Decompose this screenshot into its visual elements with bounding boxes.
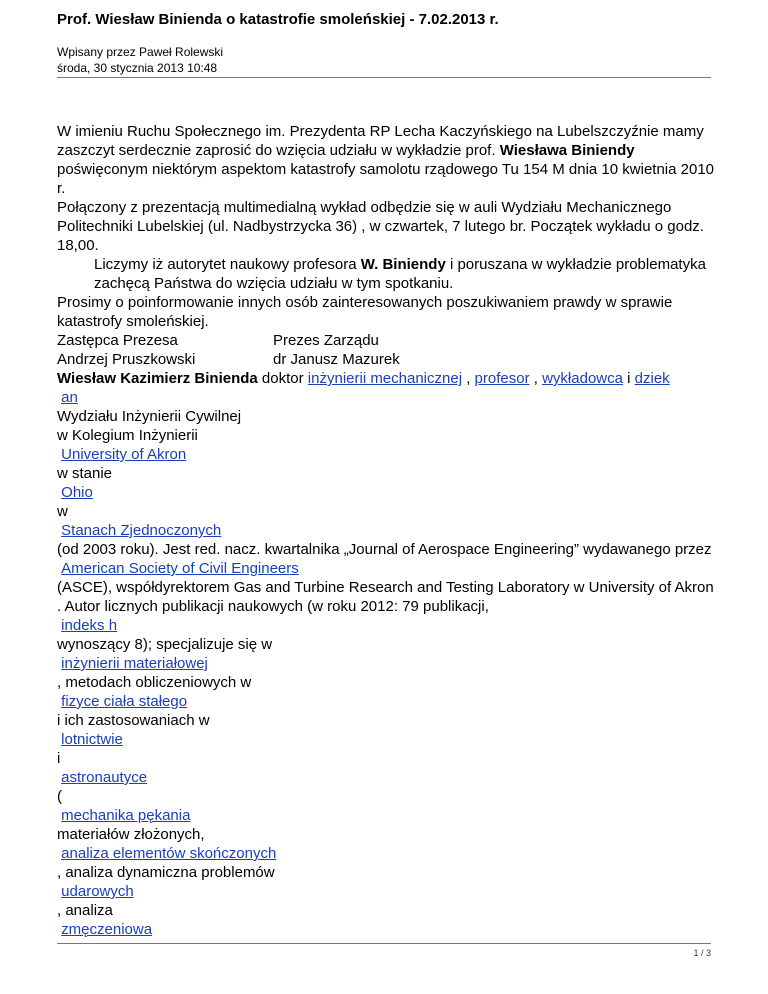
signature-left-name: Andrzej Pruszkowski: [57, 351, 196, 368]
bio-text: materiałów złożonych,: [57, 826, 205, 843]
header-divider: [57, 77, 711, 78]
bio-text: (od 2003 roku). Jest red. nacz. kwartalnika „Journal of Aerospace Engineering” wydawanego przez: [57, 541, 712, 558]
paragraph-invitation: W imieniu Ruchu Społecznego im. Prezydenta RP Lecha Kaczyńskiego na Lubelszczyźnie mamy zaszczyt serdecznie zaprosić do wzięcia udziału w wykładzie prof. Wiesława Biniendy poświęconym niektórym aspektom katastrofy samolotu rządowego Tu 154 M dnia 10 kwietnia 2010 r.: [57, 123, 715, 197]
bio-text: wynoszący 8); specjalizuje się w: [57, 636, 273, 653]
bio-text: w Kolegium Inżynierii: [57, 427, 198, 444]
bio-name: Wiesław Kazimierz Binienda: [57, 370, 258, 387]
article-meta: [57, 44, 223, 76]
footer-divider: [57, 943, 711, 944]
link-professor[interactable]: profesor: [474, 370, 530, 387]
link-ohio[interactable]: Ohio: [61, 484, 93, 501]
article-body: [57, 122, 717, 939]
link-materials-engineering[interactable]: inżynierii materiałowej: [61, 655, 208, 672]
paragraph-request: Prosimy o poinformowanie innych osób zainteresowanych poszukiwaniem prawdy w sprawie katastrofy smoleńskiej.: [57, 294, 673, 330]
link-impact[interactable]: udarowych: [61, 883, 134, 900]
signature-roles: [57, 331, 717, 350]
bio-text: , analiza: [57, 902, 113, 919]
link-asce[interactable]: American Society of Civil Engineers: [61, 560, 299, 577]
signature-right-role: Prezes Zarządu: [273, 332, 379, 349]
bio-text: i: [57, 750, 61, 767]
link-astronautics[interactable]: astronautyce: [61, 769, 148, 786]
bio-text: (: [57, 788, 62, 805]
paragraph-venue: Połączony z prezentacją multimedialną wykład odbędzie się w auli Wydziału Mechanicznego Politechniki Lubelskiej (ul. Nadbystrzycka 36) , w czwartek, 7 lutego br. Początek wykładu o godz. 18,00.: [57, 199, 704, 254]
page-number: 1 / 3: [693, 948, 711, 958]
date-line: środa, 30 stycznia 2013 10:48: [57, 61, 218, 75]
link-university-of-akron[interactable]: University of Akron: [61, 446, 187, 463]
bio-text: , metodach obliczeniowych w: [57, 674, 252, 691]
bio-text: w: [57, 503, 68, 520]
bio-text: (ASCE), współdyrektorem Gas and Turbine Research and Testing Laboratory w University of Akron . Autor licznych publikacji naukowych (w roku 2012: 79 publikacji,: [57, 579, 714, 615]
link-fatigue[interactable]: zmęczeniowa: [61, 921, 153, 938]
link-dean[interactable]: dziek: [634, 370, 670, 387]
bio-text: Wydziału Inżynierii Cywilnej: [57, 408, 242, 425]
bio-text: w stanie: [57, 465, 113, 482]
signature-names: [57, 350, 717, 369]
link-solid-state-physics[interactable]: fizyce ciała stałego: [61, 693, 188, 710]
bio-text: i ich zastosowaniach w: [57, 712, 210, 729]
link-h-index[interactable]: indeks h: [61, 617, 118, 634]
link-fracture-mechanics[interactable]: mechanika pękania: [61, 807, 191, 824]
signature-right-name: dr Janusz Mazurek: [273, 351, 400, 368]
signature-left-role: Zastępca Prezesa: [57, 332, 178, 349]
link-finite-element-analysis[interactable]: analiza elementów skończonych: [61, 845, 277, 862]
author-line: Wpisany przez Paweł Rolewski: [57, 45, 224, 59]
paragraph-authority: Liczymy iż autorytet naukowy profesora W. Biniendy i poruszana w wykładzie problematyka zachęcą Państwa do wzięcia udziału w tym spotkaniu.: [94, 256, 706, 292]
link-aviation[interactable]: lotnictwie: [61, 731, 123, 748]
bio-block: Wiesław Kazimierz Binienda doktor inżynierii mechanicznej , profesor , wykładowca i dziek an Wydziału Inżynierii Cywilnej w Kolegium Inżynierii University of Akron w stanie Ohio w Stanach Zjednoczonych (od 2003 roku). Jest red. nacz. kwartalnika „Journal of Aerospace Engineering” wydawanego przez American Society of Civil Engineers (ASCE), współdyrektorem Gas and Turbine Research and Testing Laboratory w University of Akron . Autor licznych publikacji naukowych (w roku 2012: 79 publikacji, indeks h wynoszący 8); specjalizuje się w inżynierii materiałowej , metodach obliczeniowych w fizyce ciała stałego i ich zastosowaniach w lotnictwie i astronautyce ( mechanika pękania materiałów złożonych, analiza elementów skończonych , analiza dynamiczna problemów udarowych , analiza zmęczeniowa: [57, 369, 717, 939]
link-united-states[interactable]: Stanach Zjednoczonych: [61, 522, 222, 539]
bio-text: , analiza dynamiczna problemów: [57, 864, 275, 881]
link-lecturer[interactable]: wykładowca: [542, 370, 623, 387]
link-mechanical-engineering[interactable]: inżynierii mechanicznej: [307, 370, 463, 387]
speaker-name: Wiesława Biniendy: [499, 142, 635, 159]
page-title: Prof. Wiesław Binienda o katastrofie smoleńskiej - 7.02.2013 r.: [57, 11, 499, 28]
speaker-name-short: W. Biniendy: [360, 256, 446, 273]
link-dean-cont[interactable]: an: [61, 389, 78, 406]
